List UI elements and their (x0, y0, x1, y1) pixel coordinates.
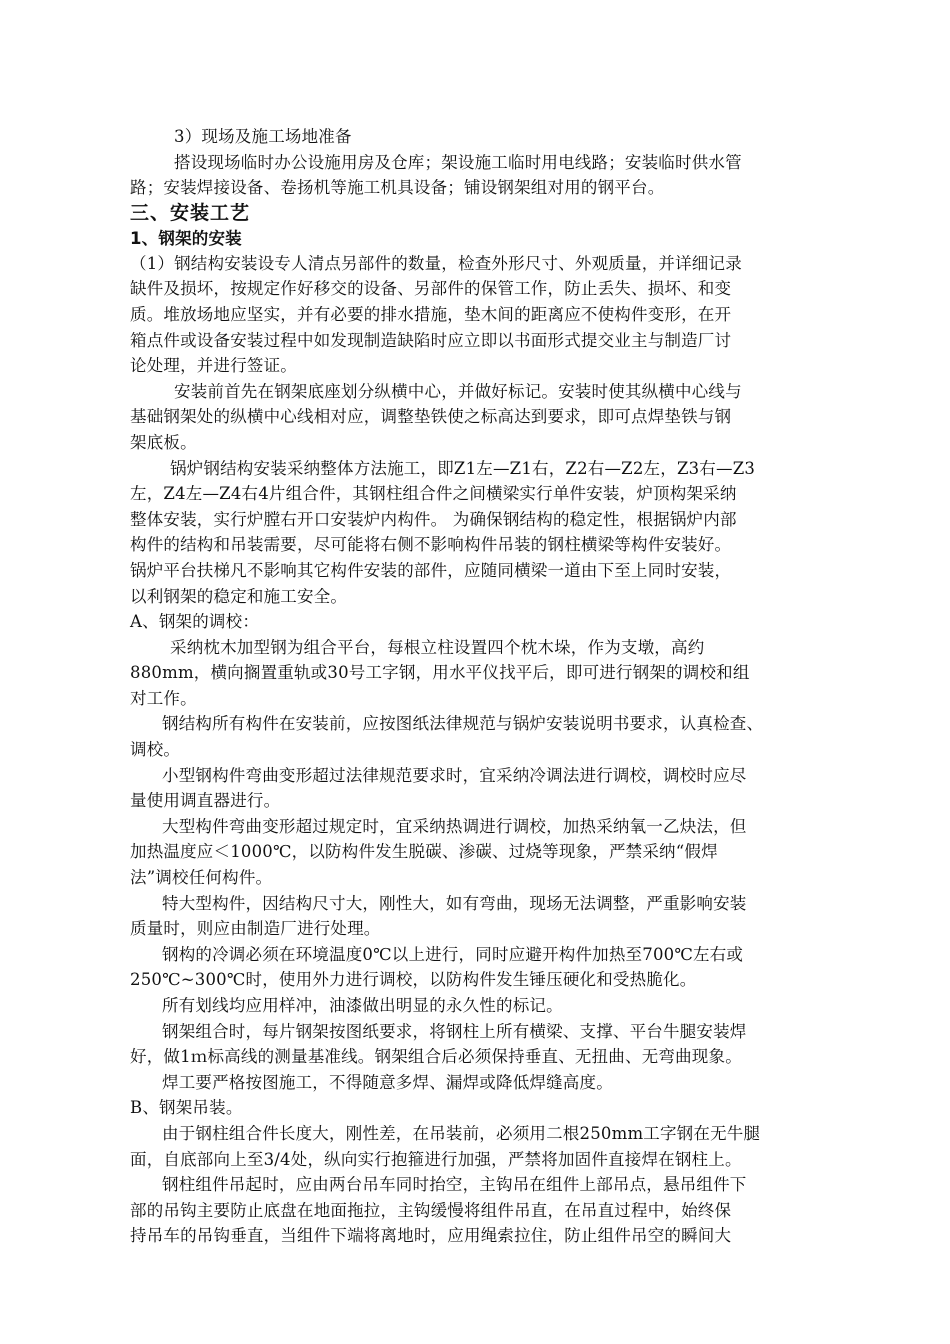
paragraph (130, 788, 850, 814)
text-line: A、钢架的调校： (130, 612, 260, 632)
text-line: 采纳枕木加型钢为组合平台，每根立柱设置四个枕木垛，作为支墩，高约 (170, 637, 705, 657)
paragraph (130, 916, 850, 942)
paragraph (130, 124, 850, 150)
paragraph (130, 737, 850, 763)
paragraph (130, 891, 850, 917)
paragraph (130, 1019, 850, 1045)
paragraph (130, 150, 850, 176)
text-line: 1、钢架的安装 (130, 228, 242, 248)
text-line: 法”调校任何构件。 (130, 868, 273, 888)
section-heading (130, 201, 850, 226)
text-line: 钢构的冷调必须在环境温度0℃以上进行，同时应避开构件加热至700℃左右或 (162, 944, 744, 964)
text-line: 特大型构件，因结构尺寸大，刚性大，如有弯曲，现场无法调整，严重影响安装 (162, 893, 747, 913)
text-line: 安装前首先在钢架底座划分纵横中心，并做好标记。安装时使其纵横中心线与 (174, 381, 742, 401)
text-line: 钢柱组件吊起时，应由两台吊车同时抬空，主钩吊在组件上部吊点，悬吊组件下 (162, 1175, 747, 1195)
paragraph (130, 1121, 850, 1147)
text-line: 构件的结构和吊装需要，尽可能将右侧不影响构件吊装的钢柱横梁等构件安装好。 (130, 535, 732, 555)
paragraph (130, 635, 850, 661)
paragraph (130, 481, 850, 609)
text-line: 由于钢柱组合件长度大，刚性差，在吊装前，必须用二根250mm工字钢在无牛腿 (162, 1123, 761, 1143)
text-line: 钢架组合时，每片钢架按图纸要求，将钢柱上所有横梁、支撑、平台牛腿安装焊 (162, 1021, 747, 1041)
text-line: 搭设现场临时办公设施用房及仓库；架设施工临时用电线路；安装临时供水管 (174, 152, 742, 172)
text-line: 锅炉平台扶梯凡不影响其它构件安装的部件，应随同横梁一道由下至上同时安装， (130, 560, 732, 580)
paragraph (130, 660, 850, 711)
paragraph (130, 967, 850, 993)
text-line: 880mm，横向搁置重轨或30号工字钢，用水平仪找平后，即可进行钢架的调校和组 (130, 663, 750, 683)
text-line: 路；安装焊接设备、卷扬机等施工机具设备；铺设钢架组对用的钢平台。 (130, 178, 665, 198)
paragraph (130, 942, 850, 968)
text-line: 左，Z4左—Z4右4片组合件，其钢柱组合件之间横梁实行单件安装，炉顶构架采纳 (130, 484, 737, 504)
text-line: 250℃~300℃时，使用外力进行调校，以防构件发生锤压硬化和受热脆化。 (130, 970, 697, 990)
paragraph (130, 404, 850, 455)
subsection-heading (130, 226, 850, 251)
paragraph (130, 456, 850, 482)
text-line: 对工作。 (130, 688, 197, 708)
text-line: 钢结构所有构件在安装前，应按图纸法律规范与锅炉安装说明书要求，认真检查、 (162, 714, 764, 734)
text-line: 锅炉钢结构安装采纳整体方法施工，即Z1左—Z1右，Z2右—Z2左，Z3右—Z3 (170, 458, 756, 478)
paragraph (130, 1198, 850, 1249)
document-page (130, 124, 850, 1249)
paragraph (130, 1070, 850, 1096)
paragraph (130, 379, 850, 405)
text-line: 部的吊钩主要防止底盘在地面拖拉，主钩缓慢将组件吊直，在吊直过程中，始终保 (130, 1200, 732, 1220)
paragraph (130, 1172, 850, 1198)
paragraph (130, 814, 850, 840)
paragraph (130, 839, 850, 890)
text-line: 整体安装，实行炉膛右开口安装炉内构件。 为确保钢结构的稳定性，根据锅炉内部 (130, 509, 737, 529)
text-line: 基础钢架处的纵横中心线相对应，调整垫铁使之标高达到要求，即可点焊垫铁与钢 (130, 407, 732, 427)
text-line: 质量时，则应由制造厂进行处理。 (130, 919, 381, 939)
paragraph (130, 763, 850, 789)
paragraph (130, 711, 850, 737)
text-line: 箱点件或设备安装过程中如发现制造缺陷时应立即以书面形式提交业主与制造厂讨 (130, 330, 732, 350)
text-line: 以利钢架的稳定和施工安全。 (130, 586, 348, 606)
paragraph (130, 1095, 850, 1121)
text-line: 大型构件弯曲变形超过规定时，宜采纳热调进行调校，加热采纳氧一乙炔法，但 (162, 816, 747, 836)
text-line: （1）钢结构安装设专人清点另部件的数量，检查外形尺寸、外观质量，并详细记录 (130, 253, 742, 273)
text-line: 面，自底部向上至3/4处，纵向实行抱箍进行加强，严禁将加固件直接焊在钢柱上。 (130, 1149, 742, 1169)
text-line: 论处理，并进行签证。 (130, 356, 297, 376)
text-line: 质。堆放场地应坚实，并有必要的排水措施，垫木间的距离应不使构件变形，在开 (130, 304, 732, 324)
text-line: 3）现场及施工场地准备 (174, 127, 352, 146)
paragraph (130, 251, 850, 379)
paragraph (130, 1044, 850, 1070)
text-line: 好，做1ｍ标高线的测量基准线。钢架组合后必须保持垂直、无扭曲、无弯曲现象。 (130, 1047, 742, 1067)
text-line: 量使用调直器进行。 (130, 791, 281, 811)
paragraph (130, 175, 850, 201)
text-line: 持吊车的吊钩垂直，当组件下端将离地时，应用绳索拉住，防止组件吊空的瞬间大 (130, 1226, 732, 1246)
text-line: 小型钢构件弯曲变形超过法律规范要求时，宜采纳冷调法进行调校，调校时应尽 (162, 765, 747, 785)
paragraph (130, 609, 850, 635)
text-line: 调校。 (130, 740, 181, 760)
text-line: 架底板。 (130, 432, 197, 452)
text-line: B、钢架吊装。 (130, 1098, 243, 1118)
text-line: 三、安装工艺 (130, 201, 251, 224)
paragraph (130, 993, 850, 1019)
text-line: 焊工要严格按图施工，不得随意多焊、漏焊或降低焊缝高度。 (162, 1072, 613, 1092)
text-line: 缺件及损坏，按规定作好移交的设备、另部件的保管工作，防止丢失、损坏、和变 (130, 279, 732, 299)
text-line: 加热温度应＜1000℃，以防构件发生脱碳、渗碳、过烧等现象，严禁采纳“假焊 (130, 842, 718, 862)
text-line: 所有划线均应用样冲，油漆做出明显的永久性的标记。 (162, 996, 563, 1015)
paragraph (130, 1147, 850, 1173)
